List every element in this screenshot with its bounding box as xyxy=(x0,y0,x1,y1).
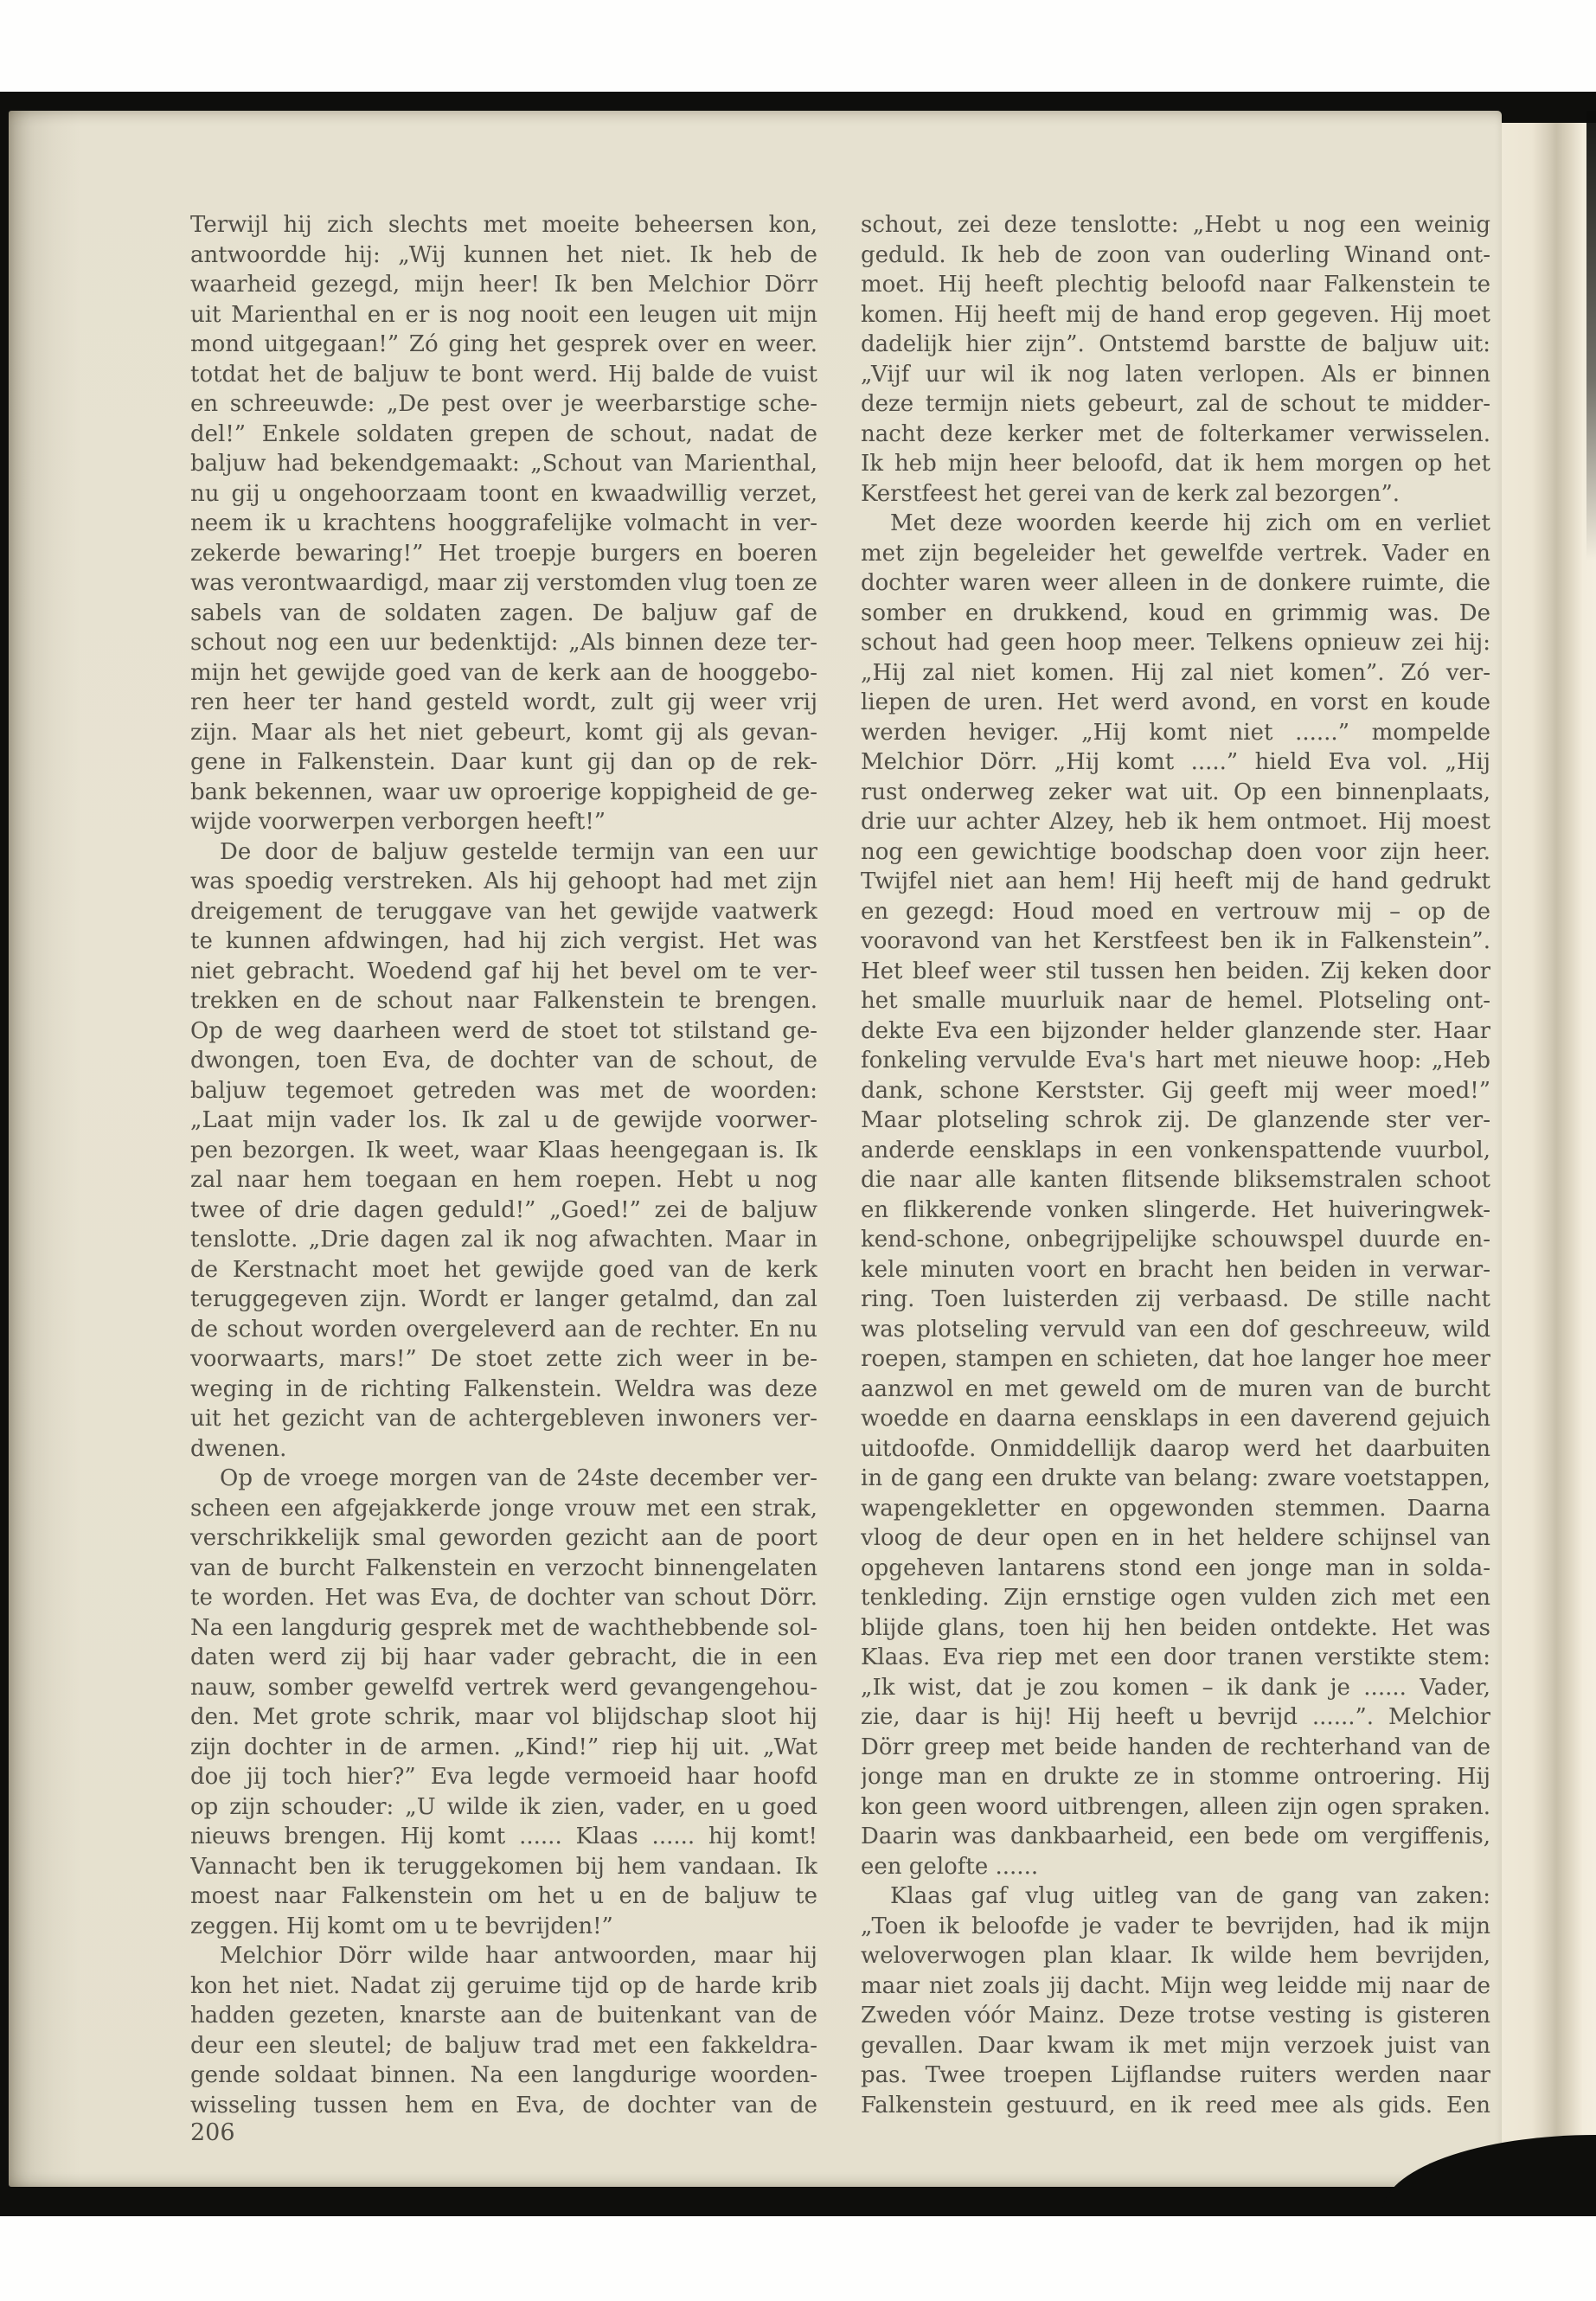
text-line: Ik heb mijn heer beloofd, dat ik hem morgen op het xyxy=(861,451,1490,477)
text-line: liepen de uren. Het werd avond, en vorst en koude xyxy=(861,689,1490,715)
text-line: drie uur achter Alzey, heb ik hem ontmoet. Hij moest xyxy=(861,809,1490,835)
text-line: „Toen ik beloofde je vader te bevrijden, had ik mijn xyxy=(861,1913,1490,1939)
text-line: Falkenstein gestuurd, en ik reed mee als gids. Een xyxy=(861,2092,1490,2118)
text-column-right xyxy=(861,210,1490,2120)
text-line: Daarin was dankbaarheid, een bede om vergiffenis, xyxy=(861,1823,1490,1849)
text-line: Vannacht ben ik teruggekomen bij hem vandaan. Ik xyxy=(190,1853,817,1880)
text-line: zekerde bewaring!” Het troepje burgers en boeren xyxy=(190,540,817,567)
text-line: die naar alle kanten flitsende bliksemstralen schoot xyxy=(861,1167,1490,1193)
text-line: Op de vroege morgen van de 24ste december ver- xyxy=(220,1465,817,1491)
text-line: Melchior Dörr. „Hij komt .....” hield Eva vol. „Hij xyxy=(861,749,1490,775)
text-line: wapengekletter en opgewonden stemmen. Daarna xyxy=(861,1495,1490,1522)
text-line: Terwijl hij zich slechts met moeite beheersen kon, xyxy=(190,212,817,238)
text-line: vloog de deur open en in het heldere schijnsel van xyxy=(861,1525,1490,1551)
text-line: moet. Hij heeft plechtig beloofd naar Falkenstein te xyxy=(861,272,1490,298)
text-line: Klaas gaf vlug uitleg van de gang van zaken: xyxy=(890,1883,1490,1909)
text-line: schout nog een uur bedenktijd: „Als binnen deze ter- xyxy=(190,630,817,656)
text-line: somber en drukkend, koud en grimmig was. De xyxy=(861,599,1490,626)
text-line: aanzwol en met geweld om de muren van de burcht xyxy=(861,1375,1490,1402)
text-line: anderde eensklaps in een vonkenspattende vuurbol, xyxy=(861,1137,1490,1163)
text-line: jonge man en drukte ze in stomme ontroering. Hij xyxy=(861,1764,1490,1790)
text-line: zijn. Maar als het niet gebeurt, komt gij als gevan- xyxy=(190,719,817,746)
text-line: verschrikkelijk smal geworden gezicht aan de poort xyxy=(190,1525,817,1551)
text-line: Maar plotseling schrok zij. De glanzende ster ver- xyxy=(861,1107,1490,1133)
text-line: niet gebracht. Woedend gaf hij het bevel om te ver- xyxy=(190,958,817,984)
text-line: op zijn schouder: „U wilde ik zien, vader, en u goed xyxy=(190,1793,817,1820)
text-line: kele minuten voort en bracht hen beiden in verwar- xyxy=(861,1256,1490,1283)
text-line: en schreeuwde: „De pest over je weerbarstige sche- xyxy=(190,391,817,417)
facing-page-edge xyxy=(1502,123,1596,2182)
text-line: roepen, stampen en schieten, dat hoe langer hoe meer xyxy=(861,1346,1490,1372)
text-line: Twijfel niet aan hem! Hij heeft mij de hand gedrukt xyxy=(861,868,1490,894)
text-line: nog een gewichtige boodschap doen voor zijn heer. xyxy=(861,838,1490,865)
text-line: den. Met grote schrik, maar vol blijdschap sloot hij xyxy=(190,1704,817,1730)
text-line: zeggen. Hij komt om u te bevrijden!” xyxy=(190,1913,613,1939)
text-line: een gelofte ...... xyxy=(861,1853,1039,1880)
text-line: weging in de richting Falkenstein. Weldra was deze xyxy=(190,1375,817,1402)
text-line: dreigement de teruggave van het gewijde vaatwerk xyxy=(190,898,817,925)
text-line: in de gang een drukte van belang: zware voetstappen, xyxy=(861,1465,1490,1491)
text-line: de schout worden overgeleverd aan de rechter. En nu xyxy=(190,1316,817,1343)
text-line: de Kerstnacht moet het gewijde goed van de kerk xyxy=(190,1256,817,1283)
text-line: trekken en de schout naar Falkenstein te brengen. xyxy=(190,988,817,1014)
text-line: baljuw tegemoet getreden was met de woorden: xyxy=(190,1077,817,1104)
text-line: antwoordde hij: „Wij kunnen het niet. Ik heb de xyxy=(190,241,817,268)
text-line: scheen een afgejakkerde jonge vrouw met een strak, xyxy=(190,1495,817,1522)
page-number: 206 xyxy=(190,2119,235,2146)
text-line: uit het gezicht van de achtergebleven inwoners ver- xyxy=(190,1406,817,1432)
text-line: Klaas. Eva riep met een door tranen verstikte stem: xyxy=(861,1644,1490,1670)
text-line: te kunnen afdwingen, had hij zich vergist. Het was xyxy=(190,928,817,954)
left-page xyxy=(9,111,1502,2187)
text-line: van de burcht Falkenstein en verzocht binnengelaten xyxy=(190,1554,817,1581)
text-line: geduld. Ik heb de zoon van ouderling Winand ont- xyxy=(861,241,1490,268)
text-line: tenslotte. „Drie dagen zal ik nog afwachten. Maar in xyxy=(190,1227,817,1253)
text-line: was plotseling vervuld van een dof geschreeuw, wild xyxy=(861,1316,1490,1343)
text-line: dwenen. xyxy=(190,1435,287,1462)
text-line: Kerstfeest het gerei van de kerk zal bezorgen”. xyxy=(861,480,1401,507)
text-line: weloverwogen plan klaar. Ik wilde hem bevrijden, xyxy=(861,1943,1490,1969)
text-line: zie, daar is hij! Hij heeft u bevrijd ......”. Melchior xyxy=(861,1704,1490,1730)
text-line: dank, schone Kerstster. Gij geeft mij weer moed!” xyxy=(861,1077,1490,1104)
text-line: totdat het de baljuw te bont werd. Hij balde de vuist xyxy=(190,361,817,388)
text-line: hadden gezeten, knarste aan de buitenkant van de xyxy=(190,2003,817,2029)
text-line: Na een langdurig gesprek met de wachthebbende sol- xyxy=(190,1614,817,1641)
text-line: werden heviger. „Hij komt niet ......” mompelde xyxy=(861,719,1490,746)
text-line: gevallen. Daar kwam ik met mijn verzoek juist van xyxy=(861,2032,1490,2059)
text-line: ren heer ter hand gesteld wordt, zult gij weer vrij xyxy=(190,689,817,715)
cover-edge-right xyxy=(1586,111,1596,561)
text-line: „Vijf uur wil ik nog laten verlopen. Als er binnen xyxy=(861,361,1490,388)
text-line: De door de baljuw gestelde termijn van een uur xyxy=(220,838,817,865)
text-line: baljuw had bekendgemaakt: „Schout van Marienthal, xyxy=(190,451,817,477)
text-line: kend-schone, onbegrijpelijke schouwspel duurde en- xyxy=(861,1227,1490,1253)
text-line: dekte Eva een bijzonder helder glanzende ster. Haar xyxy=(861,1017,1490,1044)
text-line: twee of drie dagen geduld!” „Goed!” zei de baljuw xyxy=(190,1196,817,1223)
text-line: Dörr greep met beide handen de rechterhand van de xyxy=(861,1734,1490,1760)
text-line: Zweden vóór Mainz. Deze trotse vesting is gisteren xyxy=(861,2003,1490,2029)
text-line: zal naar hem toegaan en hem roepen. Hebt u nog xyxy=(190,1167,817,1193)
text-line: ring. Toen luisterden zij verbaasd. De stille nacht xyxy=(861,1286,1490,1312)
text-line: vooravond van het Kerstfeest ben ik in Falkenstein”. xyxy=(861,928,1490,954)
text-line: nauw, somber gewelfd vertrek werd gevangengehou- xyxy=(190,1674,817,1701)
text-line: nacht deze kerker met de folterkamer verwisselen. xyxy=(861,420,1490,447)
text-line: wisseling tussen hem en Eva, de dochter van de xyxy=(190,2092,817,2118)
text-line: Op de weg daarheen werd de stoet tot stilstand ge- xyxy=(190,1017,817,1044)
text-line: nu gij u ongehoorzaam toont en kwaadwillig verzet, xyxy=(190,480,817,507)
text-line: voorwaarts, mars!” De stoet zette zich weer in be- xyxy=(190,1346,817,1372)
text-line: bank bekennen, waar uw oproerige koppigheid de ge- xyxy=(190,779,817,805)
text-line: opgeheven lantarens stond een jonge man in solda- xyxy=(861,1554,1490,1581)
text-line: „Hij zal niet komen. Hij zal niet komen”. Zó ver- xyxy=(861,659,1490,686)
text-line: Melchior Dörr wilde haar antwoorden, maar hij xyxy=(220,1943,817,1969)
text-line: dadelijk hier zijn”. Ontstemd barstte de baljuw uit: xyxy=(861,331,1490,357)
text-line: het smalle muurluik naar de hemel. Plotseling ont- xyxy=(861,988,1490,1014)
text-line: dochter waren weer alleen in de donkere ruimte, die xyxy=(861,570,1490,596)
text-line: komen. Hij heeft mij de hand erop gegeven. Hij moet xyxy=(861,301,1490,328)
text-line: mijn het gewijde goed van de kerk aan de hooggebo- xyxy=(190,659,817,686)
text-line: neem ik u krachtens hooggrafelijke volmacht in ver- xyxy=(190,510,817,536)
text-line: maar niet zoals jij dacht. Mijn weg leidde mij naar de xyxy=(861,1972,1490,1999)
text-line: pas. Twee troepen Lijflandse ruiters werden naar xyxy=(861,2062,1490,2088)
text-line: Het bleef weer stil tussen hen beiden. Zij keken door xyxy=(861,958,1490,984)
text-line: mond uitgegaan!” Zó ging het gesprek over en weer. xyxy=(190,331,817,357)
text-line: doe jij toch hier?” Eva legde vermoeid haar hoofd xyxy=(190,1764,817,1790)
text-line: teruggegeven zijn. Wordt er langer getalmd, dan zal xyxy=(190,1286,817,1312)
text-line: met zijn begeleider het gewelfde vertrek. Vader en xyxy=(861,540,1490,567)
text-line: was verontwaardigd, maar zij verstomden vlug toen ze xyxy=(190,570,817,596)
text-line: pen bezorgen. Ik weet, waar Klaas heengegaan is. Ik xyxy=(190,1137,817,1163)
text-line: „Laat mijn vader los. Ik zal u de gewijde voorwer- xyxy=(190,1107,817,1133)
text-line: daten werd zij bij haar vader gebracht, die in een xyxy=(190,1644,817,1670)
text-line: was spoedig verstreken. Als hij gehoopt had met zijn xyxy=(190,868,817,894)
text-line: moest naar Falkenstein om het u en de baljuw te xyxy=(190,1883,817,1909)
text-line: kon geen woord uitbrengen, alleen zijn ogen spraken. xyxy=(861,1793,1490,1820)
text-line: waarheid gezegd, mijn heer! Ik ben Melchior Dörr xyxy=(190,272,817,298)
text-line: deur een sleutel; de baljuw trad met een fakkeldra- xyxy=(190,2032,817,2059)
text-line: blijde glans, toen hij hen beiden ontdekte. Het was xyxy=(861,1614,1490,1641)
text-line: del!” Enkele soldaten grepen de schout, nadat de xyxy=(190,420,817,447)
text-line: tenkleding. Zijn ernstige ogen vulden zich met een xyxy=(861,1585,1490,1611)
text-line: dwongen, toen Eva, de dochter van de schout, de xyxy=(190,1048,817,1074)
text-line: schout, zei deze tenslotte: „Hebt u nog een weinig xyxy=(861,212,1490,238)
text-line: en flikkerende vonken slingerde. Het huiveringwek- xyxy=(861,1196,1490,1223)
text-line: te worden. Het was Eva, de dochter van schout Dörr. xyxy=(190,1585,817,1611)
text-line: nieuws brengen. Hij komt ...... Klaas ...... hij komt! xyxy=(190,1823,817,1849)
text-line: uitdoofde. Onmiddellijk daarop werd het daarbuiten xyxy=(861,1435,1490,1462)
text-line: schout had geen hoop meer. Telkens opnieuw zei hij: xyxy=(861,630,1490,656)
text-line: fonkeling vervulde Eva's hart met nieuwe hoop: „Heb xyxy=(861,1048,1490,1074)
text-line: woedde en daarna eensklaps in een daverend gejuich xyxy=(861,1406,1490,1432)
text-line: gende soldaat binnen. Na een langdurige woorden- xyxy=(190,2062,817,2088)
text-line: uit Marienthal en er is nog nooit een leugen uit mijn xyxy=(190,301,817,328)
text-line: wijde voorwerpen verborgen heeft!” xyxy=(190,809,606,835)
text-column-left xyxy=(190,210,817,2120)
text-line: sabels van de soldaten zagen. De baljuw gaf de xyxy=(190,599,817,626)
text-line: rust onderweg zeker wat uit. Op een binnenplaats, xyxy=(861,779,1490,805)
text-line: Met deze woorden keerde hij zich om en verliet xyxy=(890,510,1490,536)
text-line: deze termijn niets gebeurt, zal de schout te midder- xyxy=(861,391,1490,417)
text-line: zijn dochter in de armen. „Kind!” riep hij uit. „Wat xyxy=(190,1734,817,1760)
text-line: „Ik wist, dat je zou komen – ik dank je ...... Vader, xyxy=(861,1674,1490,1701)
text-line: en gezegd: Houd moed en vertrouw mij – op de xyxy=(861,898,1490,925)
text-line: gene in Falkenstein. Daar kunt gij dan op de rek- xyxy=(190,749,817,775)
text-line: kon het niet. Nadat zij geruime tijd op de harde krib xyxy=(190,1972,817,1999)
